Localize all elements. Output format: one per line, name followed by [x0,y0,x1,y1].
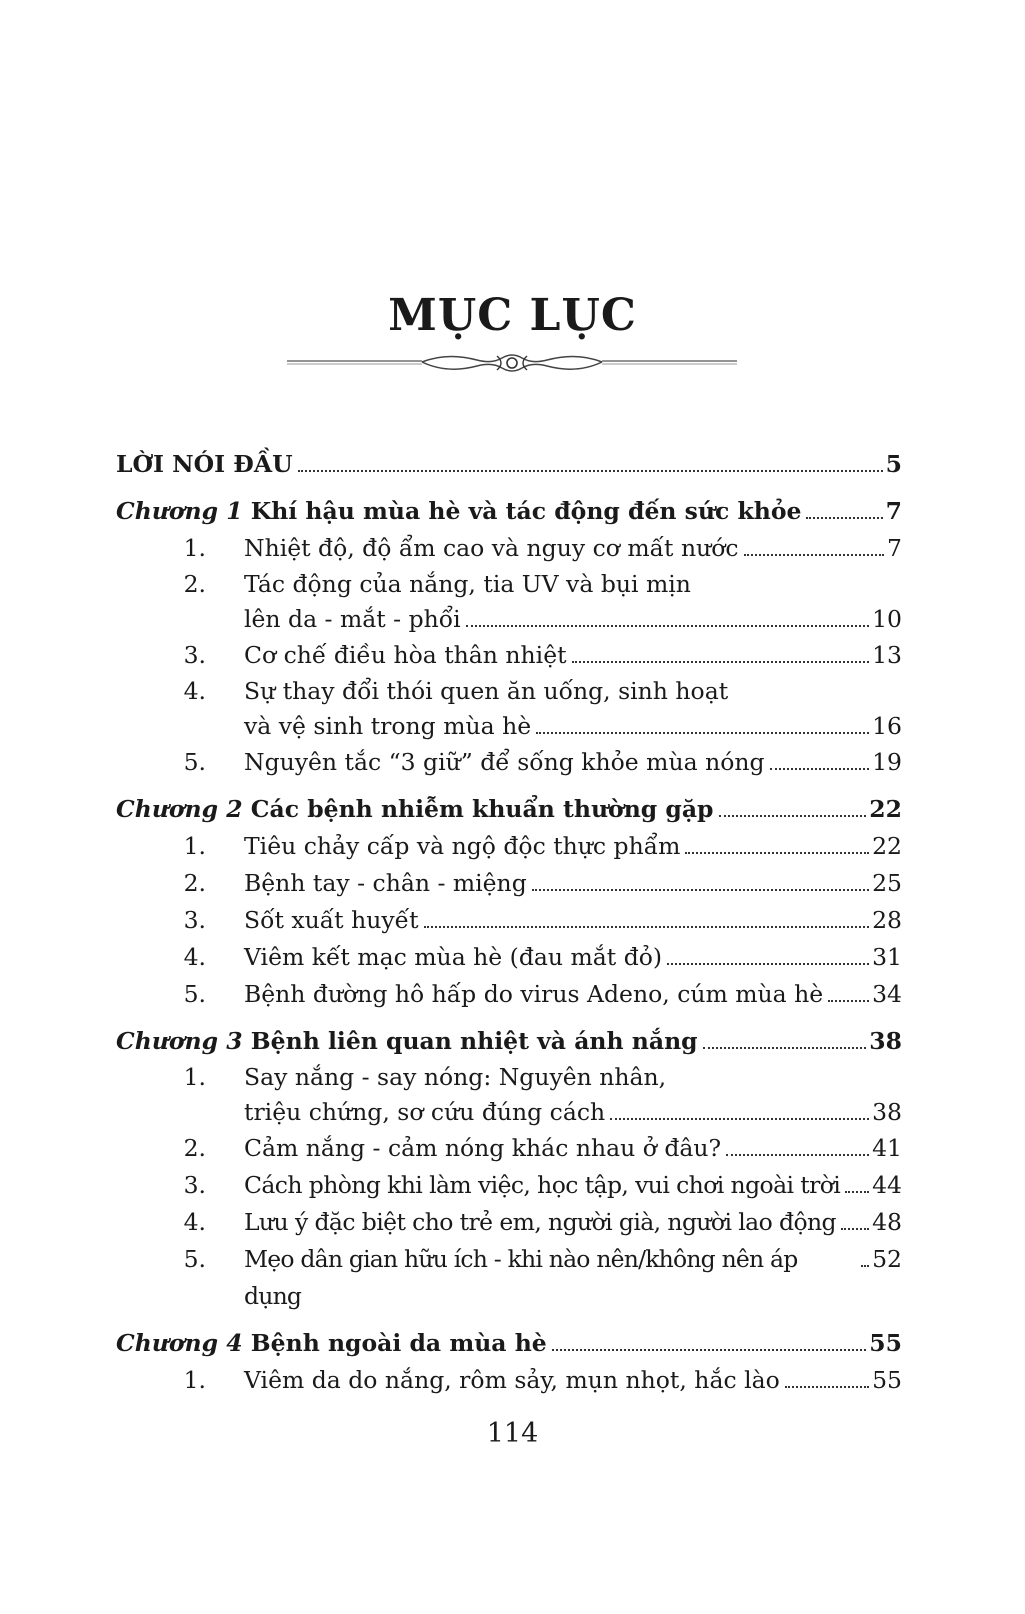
toc-item[interactable] [116,1241,902,1315]
item-title: Cơ chế điều hòa thân nhiệt [244,641,567,669]
toc-item[interactable] [116,1060,902,1095]
chapter-title: Bệnh liên quan nhiệt và ánh nắng [250,1027,698,1055]
item-title: Viêm da do nắng, rôm sảy, mụn nhọt, hắc lào [244,1366,780,1394]
item-number: 4. [183,1208,206,1236]
item-title-continued: triệu chứng, sơ cứu đúng cách [244,1098,606,1126]
toc-chapter-4[interactable] [116,1325,902,1362]
item-title: Bệnh tay - chân - miệng [244,869,527,897]
toc-page-number: 22 [872,832,902,860]
toc-page-number: 5 [885,450,902,478]
toc-chapter-2[interactable] [116,791,902,828]
toc-page-number: 28 [872,906,902,934]
chapter-title: Khí hậu mùa hè và tác động đến sức khỏe [250,497,802,525]
dot-leader [719,815,867,817]
toc-page-number: 10 [872,605,902,633]
chapter-title: Các bệnh nhiễm khuẩn thường gặp [250,795,714,823]
item-number: 1. [183,1063,206,1091]
item-number: 3. [183,1171,206,1199]
chapter-label: Chương 3 [116,1027,243,1055]
toc-item[interactable] [116,530,902,567]
toc-page-number: 38 [872,1098,902,1126]
toc-page-number: 22 [869,795,902,823]
chapter-label: Chương 1 [116,497,243,525]
dot-leader [828,1000,869,1002]
toc-item-continuation[interactable] [116,1095,902,1130]
dot-leader [667,963,869,965]
toc-chapter-1[interactable] [116,493,902,530]
item-title: Cách phòng khi làm việc, học tập, vui chơi ngoài trời [244,1171,841,1199]
toc-preface[interactable] [116,446,902,483]
item-title: Cảm nắng - cảm nóng khác nhau ở đâu? [244,1134,722,1162]
item-number: 2. [183,1134,206,1162]
dot-leader [703,1047,867,1049]
page-number: 114 [486,1418,539,1449]
item-title: Viêm kết mạc mùa hè (đau mắt đỏ) [244,943,663,971]
item-title: Bệnh đường hô hấp do virus Adeno, cúm mùa hè [244,980,824,1008]
dot-leader [744,554,885,556]
toc-item[interactable] [116,637,902,674]
toc-page-number: 34 [872,980,902,1008]
item-title: Mẹo dân gian hữu ích - khi nào nên/không nên áp dụng [244,1245,798,1310]
dot-leader [572,661,870,663]
item-number: 3. [183,906,206,934]
item-number: 4. [183,677,206,705]
dot-leader [785,1386,869,1388]
toc-page-number: 25 [872,869,902,897]
dot-leader [424,926,870,928]
dot-leader [536,732,869,734]
toc-page-number: 13 [872,641,902,669]
item-title: Tác động của nắng, tia UV và bụi mịn [244,570,691,598]
item-number: 4. [183,943,206,971]
chapter-title: Bệnh ngoài da mùa hè [250,1329,547,1357]
toc-item-continuation[interactable] [116,709,902,744]
toc-chapter-3[interactable] [116,1023,902,1060]
dot-leader [806,517,882,519]
toc-page-number: 41 [872,1134,902,1162]
toc-item[interactable] [116,939,902,976]
dot-leader [726,1154,869,1156]
toc-item[interactable] [116,976,902,1013]
toc-page-number: 52 [872,1245,902,1273]
item-title: Lưu ý đặc biệt cho trẻ em, người già, người lao động [244,1208,836,1236]
toc-page-number: 44 [872,1171,902,1199]
toc-page-number: 31 [872,943,902,971]
item-number: 5. [183,980,206,1008]
item-number: 2. [183,570,206,598]
item-title: Nhiệt độ, độ ẩm cao và nguy cơ mất nước [244,534,739,562]
toc-page-number: 55 [869,1329,902,1357]
toc-item[interactable] [116,865,902,902]
dot-leader [610,1118,869,1120]
toc-item-continuation[interactable] [116,602,902,637]
item-number: 2. [183,869,206,897]
item-number: 1. [183,534,206,562]
toc-item[interactable] [116,744,902,781]
toc-page-number: 55 [872,1366,902,1394]
item-title: Sự thay đổi thói quen ăn uống, sinh hoạt [244,677,729,705]
toc-entry-title: LỜI NÓI ĐẦU [116,450,293,478]
item-number: 5. [183,1245,206,1273]
toc-item[interactable] [116,1130,902,1167]
item-title: Sốt xuất huyết [244,906,419,934]
item-title-continued: và vệ sinh trong mùa hè [244,712,532,740]
item-title: Tiêu chảy cấp và ngộ độc thực phẩm [244,832,681,860]
chapter-label: Chương 4 [116,1329,243,1357]
dot-leader [685,852,869,854]
toc-page-number: 7 [887,534,902,562]
dot-leader [861,1265,869,1267]
toc-item[interactable] [116,1204,902,1241]
dot-leader [298,470,883,472]
dot-leader [845,1191,869,1193]
item-title: Nguyên tắc “3 giữ” để sống khỏe mùa nóng [244,748,765,776]
toc-item[interactable] [116,1362,902,1399]
chapter-label: Chương 2 [116,795,243,823]
toc-item[interactable] [116,1167,902,1204]
toc-page-number: 7 [885,497,902,525]
toc-page-number: 48 [872,1208,902,1236]
toc-item[interactable] [116,674,902,709]
toc-page-number: 19 [872,748,902,776]
item-number: 3. [183,641,206,669]
dot-leader [770,768,870,770]
dot-leader [532,889,869,891]
toc-page-number: 16 [872,712,902,740]
item-title-continued: lên da - mắt - phổi [244,605,461,633]
item-number: 5. [183,748,206,776]
ornament-divider-icon [287,350,737,380]
table-of-contents [116,446,902,1399]
dot-leader [552,1349,867,1351]
item-number: 1. [183,832,206,860]
dot-leader [466,625,869,627]
toc-item[interactable] [116,902,902,939]
toc-page-number: 38 [869,1027,902,1055]
dot-leader [841,1228,869,1230]
toc-item[interactable] [116,567,902,602]
toc-item[interactable] [116,828,902,865]
item-number: 1. [183,1366,206,1394]
page-title: MỤC LỤC [388,290,637,341]
item-title: Say nắng - say nóng: Nguyên nhân, [244,1063,667,1091]
